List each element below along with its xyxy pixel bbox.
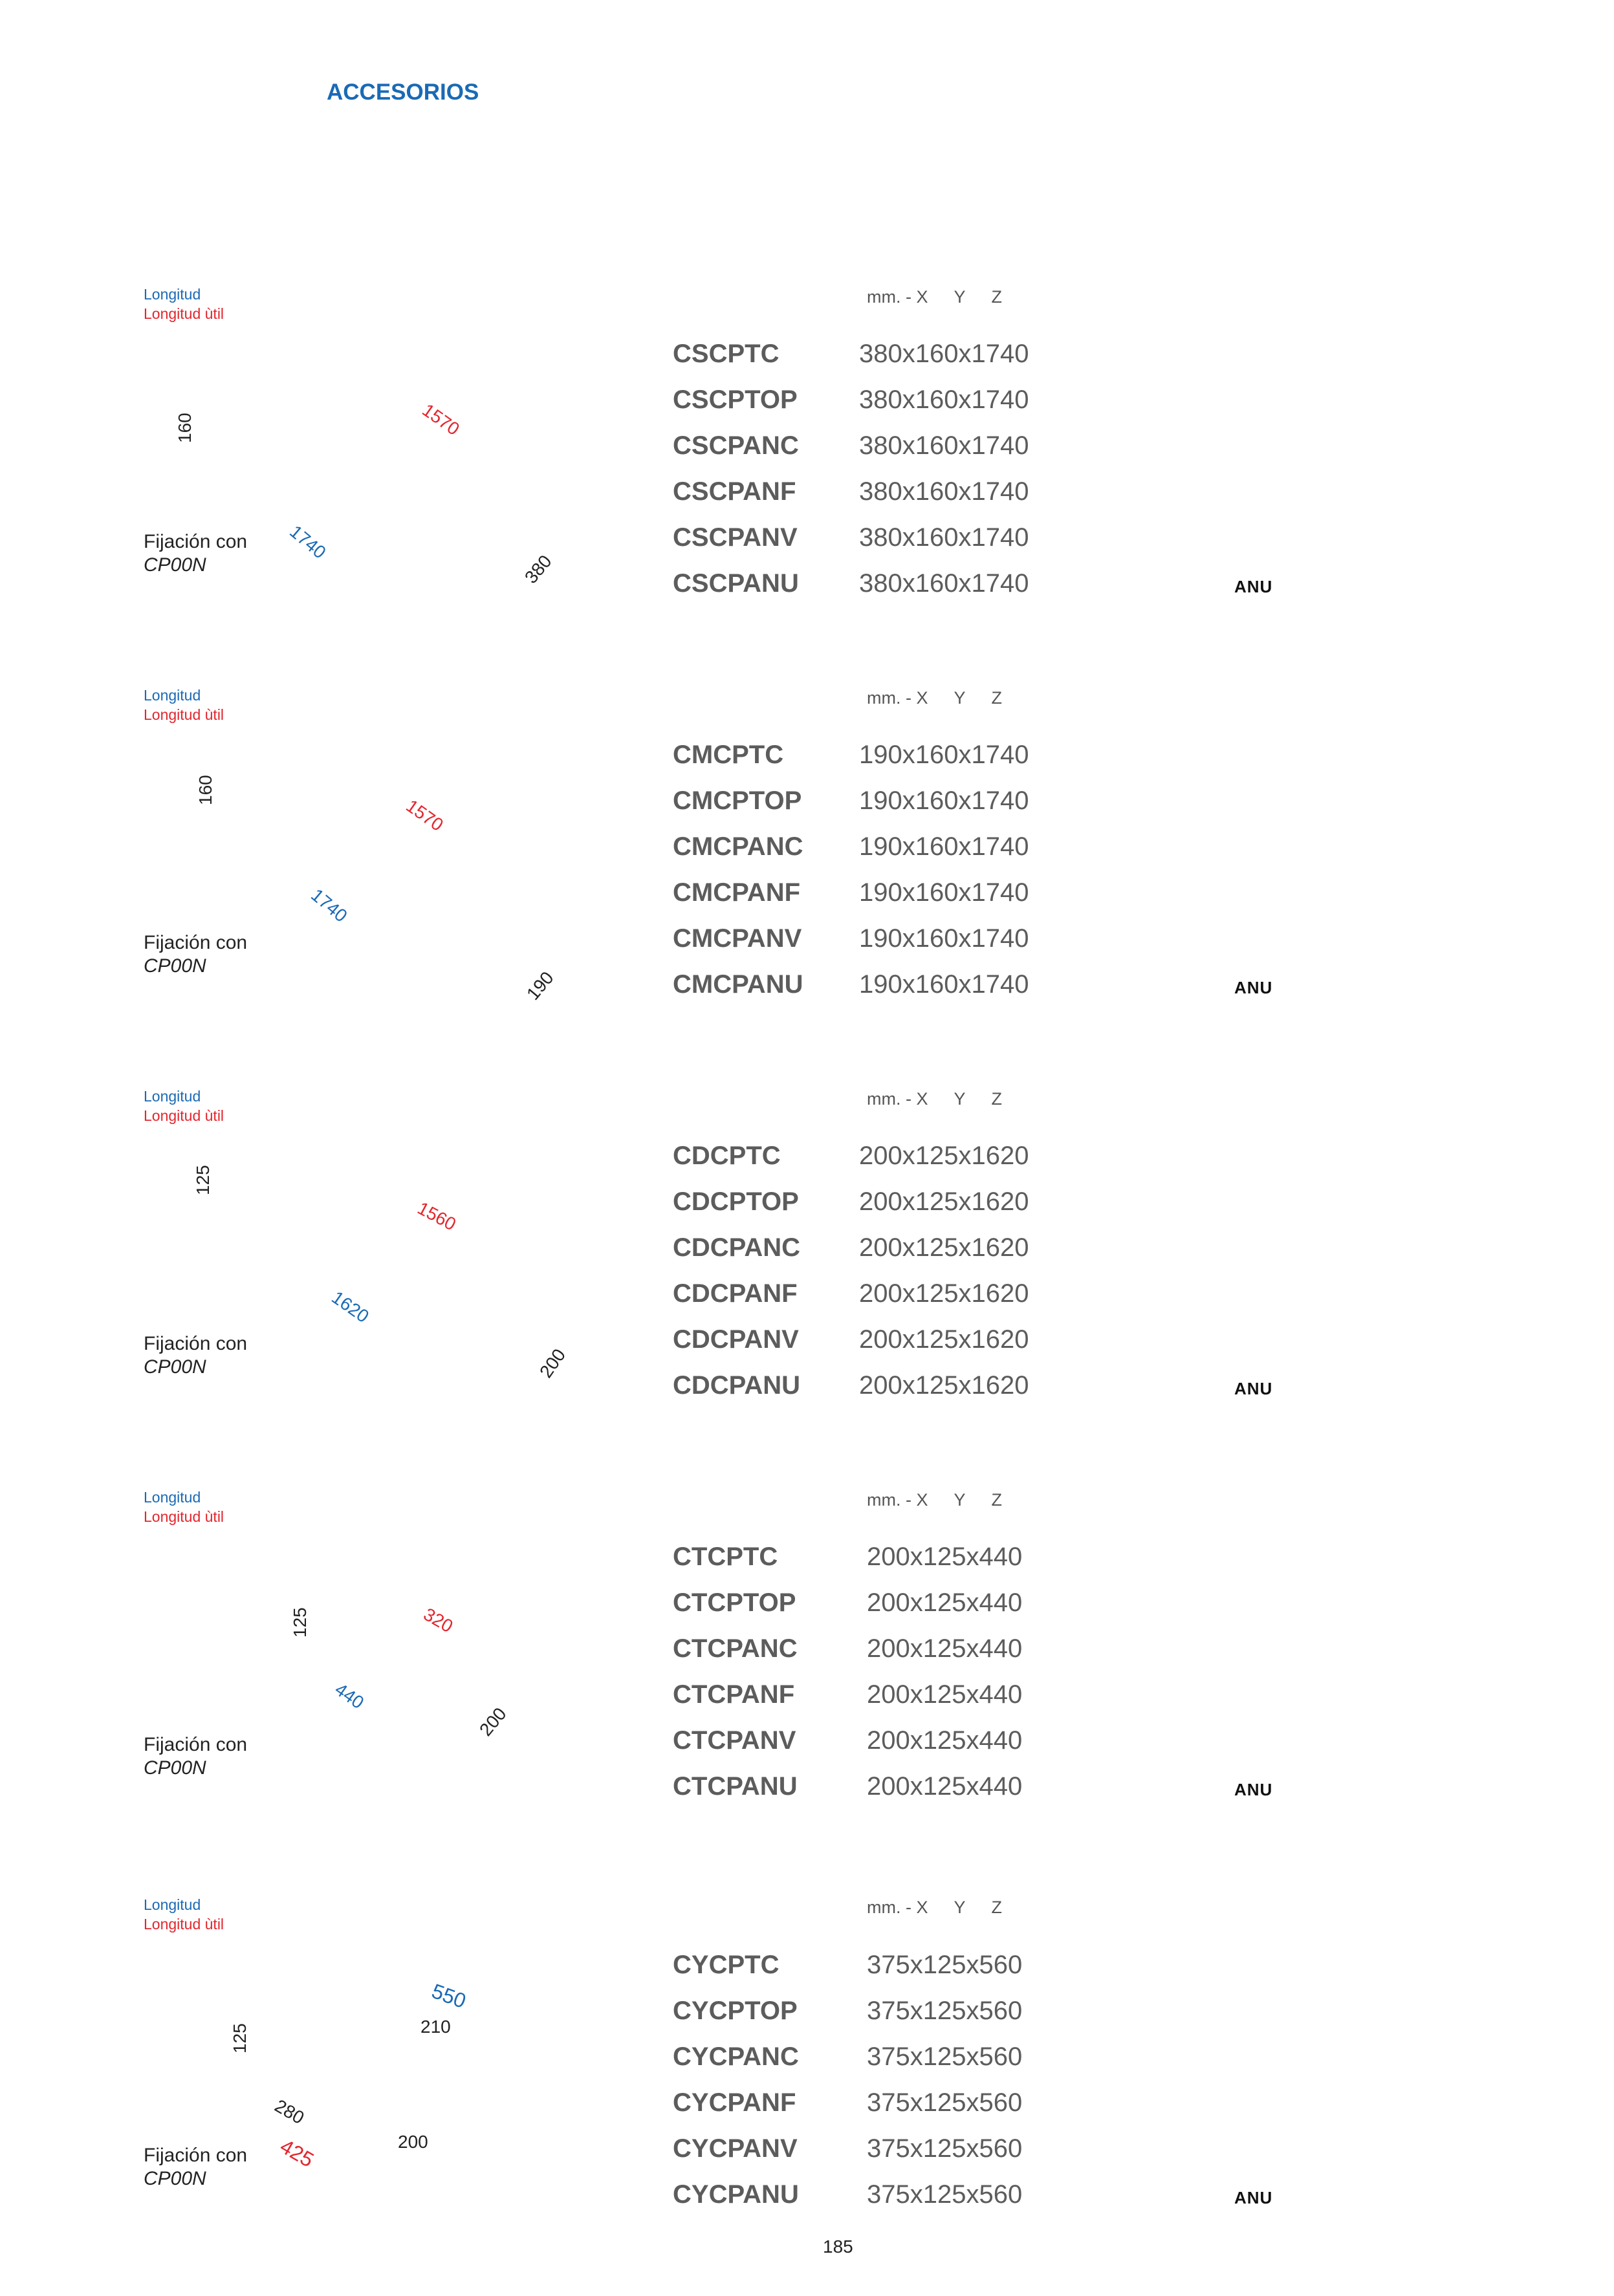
product-code: CYCPANU	[673, 2180, 799, 2209]
product-size: 200x125x1620	[859, 1371, 1029, 1400]
fixation-label: Fijación con	[144, 1333, 248, 1354]
product-section-cy	[0, 1895, 1614, 2296]
dim-width: 200	[475, 1704, 510, 1740]
product-row	[673, 1680, 1255, 1720]
legend-length: Longitud	[144, 1489, 201, 1506]
product-section-cm	[0, 686, 1614, 1087]
product-row	[673, 1634, 1255, 1674]
product-row	[673, 2180, 1255, 2220]
axis-y-label: Y	[954, 688, 966, 708]
axis-x-label: mm. - X	[867, 1898, 928, 1917]
product-row	[673, 924, 1255, 964]
product-size: 200x125x1620	[859, 1279, 1029, 1308]
legend-useful-length: Longitud ùtil	[144, 706, 224, 723]
axes-header	[867, 1089, 1002, 1109]
product-code: CMCPANC	[673, 832, 803, 861]
product-size: 190x160x1740	[859, 970, 1029, 999]
dim-inner-width: 210	[420, 2017, 451, 2037]
product-section-cd	[0, 1087, 1614, 1488]
axis-y-label: Y	[954, 1089, 966, 1109]
fixation-label: Fijación con	[144, 2145, 248, 2166]
legend-length: Longitud	[144, 1088, 201, 1105]
product-code: CTCPANF	[673, 1680, 795, 1709]
product-code: CTCPANU	[673, 1772, 798, 1801]
product-size: 200x125x1620	[859, 1142, 1029, 1170]
product-size: 190x160x1740	[859, 878, 1029, 907]
product-row	[673, 1726, 1255, 1766]
product-row	[673, 523, 1255, 563]
product-row	[673, 832, 1255, 872]
product-code: CMCPTOP	[673, 786, 802, 815]
dim-length: 440	[331, 1679, 368, 1713]
product-size: 190x160x1740	[859, 832, 1029, 861]
dim-width: 200	[536, 1345, 570, 1381]
legend-length: Longitud	[144, 687, 201, 704]
product-row	[673, 1233, 1255, 1273]
product-code: CTCPTC	[673, 1543, 778, 1571]
product-size: 380x160x1740	[859, 431, 1029, 460]
product-code: CSCPANV	[673, 523, 798, 552]
legend-length: Longitud	[144, 286, 201, 303]
fixation-part: CP00N	[144, 2168, 206, 2189]
dim-height: 160	[175, 413, 195, 443]
axis-y-label: Y	[954, 1490, 966, 1510]
product-size: 375x125x560	[867, 1997, 1023, 2025]
axis-z-label: Z	[991, 688, 1003, 708]
product-row	[673, 2134, 1255, 2174]
product-code: CDCPANC	[673, 1233, 801, 1262]
anu-badge: ANU	[1234, 2188, 1273, 2207]
product-size: 380x160x1740	[859, 340, 1029, 368]
product-size: 200x125x1620	[859, 1187, 1029, 1216]
product-row	[673, 2042, 1255, 2083]
product-row	[673, 786, 1255, 827]
anu-badge: ANU	[1234, 1780, 1273, 1799]
axis-x-label: mm. - X	[867, 1490, 928, 1510]
legend-useful-length: Longitud ùtil	[144, 1508, 224, 1525]
product-row	[673, 878, 1255, 918]
product-row	[673, 1951, 1255, 1991]
product-code: CYCPTOP	[673, 1997, 798, 2025]
axis-z-label: Z	[991, 1898, 1003, 1917]
fixation-part: CP00N	[144, 554, 206, 576]
product-code: CTCPTOP	[673, 1588, 796, 1617]
product-size: 200x125x1620	[859, 1233, 1029, 1262]
product-row	[673, 1279, 1255, 1319]
product-size: 380x160x1740	[859, 569, 1029, 598]
product-size: 200x125x440	[867, 1543, 1023, 1571]
dim-length: 1740	[286, 521, 330, 563]
product-code: CMCPANF	[673, 878, 801, 907]
product-size: 375x125x560	[867, 1951, 1023, 1979]
fixation-part: CP00N	[144, 1356, 206, 1378]
fixation-part: CP00N	[144, 1757, 206, 1779]
axis-z-label: Z	[991, 1089, 1003, 1109]
dim-useful-length: 425	[276, 2134, 318, 2172]
product-row	[673, 741, 1255, 781]
product-code: CDCPTOP	[673, 1187, 799, 1216]
product-code: CDCPANV	[673, 1325, 799, 1354]
product-row	[673, 431, 1255, 471]
product-row	[673, 385, 1255, 426]
dim-inner-length: 280	[271, 2096, 308, 2128]
fixation-label: Fijación con	[144, 531, 248, 552]
product-row	[673, 1187, 1255, 1228]
dim-width: 190	[523, 968, 558, 1004]
product-section-ct	[0, 1488, 1614, 1889]
product-size: 375x125x560	[867, 2180, 1023, 2209]
dim-length: 1620	[328, 1287, 373, 1327]
product-row	[673, 2088, 1255, 2128]
product-code: CSCPANC	[673, 431, 799, 460]
axis-y-label: Y	[954, 287, 966, 307]
product-row	[673, 1543, 1255, 1583]
product-size: 200x125x440	[867, 1680, 1023, 1709]
product-size: 200x125x440	[867, 1634, 1023, 1663]
axis-z-label: Z	[991, 1490, 1003, 1510]
product-size: 375x125x560	[867, 2134, 1023, 2163]
dim-useful-length: 1570	[402, 796, 448, 836]
dim-useful-length: 320	[420, 1604, 457, 1637]
axis-x-label: mm. - X	[867, 1089, 928, 1109]
page-title: ACCESORIOS	[327, 80, 479, 105]
product-code: CYCPANC	[673, 2042, 799, 2071]
fixation-label: Fijación con	[144, 1734, 248, 1755]
product-code: CSCPTC	[673, 340, 780, 368]
product-section-cs	[0, 285, 1614, 686]
page-number: 185	[823, 2236, 853, 2257]
product-code: CMCPANV	[673, 924, 802, 953]
product-code: CDCPANU	[673, 1371, 801, 1400]
fixation-label: Fijación con	[144, 932, 248, 953]
axis-y-label: Y	[954, 1898, 966, 1917]
product-row	[673, 1325, 1255, 1365]
product-size: 375x125x560	[867, 2042, 1023, 2071]
product-code: CYCPANV	[673, 2134, 798, 2163]
product-row	[673, 1772, 1255, 1812]
product-size: 200x125x440	[867, 1726, 1023, 1755]
product-code: CMCPTC	[673, 741, 784, 769]
product-row	[673, 477, 1255, 517]
dim-width: 200	[398, 2132, 428, 2152]
product-size: 380x160x1740	[859, 523, 1029, 552]
product-code: CYCPTC	[673, 1951, 780, 1979]
product-row	[673, 1997, 1255, 2037]
axis-x-label: mm. - X	[867, 287, 928, 307]
product-size: 375x125x560	[867, 2088, 1023, 2117]
product-row	[673, 340, 1255, 380]
product-row	[673, 1588, 1255, 1629]
dim-height: 125	[290, 1607, 310, 1638]
dim-width: 380	[521, 551, 556, 587]
dim-length: 550	[428, 1979, 470, 2013]
dim-length: 1740	[307, 885, 351, 926]
dim-useful-length: 1570	[419, 400, 464, 440]
product-size: 190x160x1740	[859, 741, 1029, 769]
product-size: 200x125x440	[867, 1588, 1023, 1617]
dim-useful-length: 1560	[414, 1198, 460, 1235]
dim-height: 125	[230, 2023, 250, 2053]
product-code: CSCPANF	[673, 477, 796, 506]
product-size: 380x160x1740	[859, 385, 1029, 414]
legend-useful-length: Longitud ùtil	[144, 1916, 224, 1933]
product-size: 190x160x1740	[859, 924, 1029, 953]
legend-length: Longitud	[144, 1896, 201, 1913]
product-row	[673, 970, 1255, 1010]
axes-header	[867, 688, 1002, 708]
product-code: CYCPANF	[673, 2088, 796, 2117]
product-code: CDCPANF	[673, 1279, 798, 1308]
product-row	[673, 569, 1255, 609]
dim-height: 160	[195, 775, 215, 805]
legend-useful-length: Longitud ùtil	[144, 1107, 224, 1124]
product-row	[673, 1142, 1255, 1182]
axis-z-label: Z	[991, 287, 1003, 307]
dim-height: 125	[193, 1165, 213, 1195]
anu-badge: ANU	[1234, 577, 1273, 596]
product-size: 190x160x1740	[859, 786, 1029, 815]
product-code: CSCPANU	[673, 569, 799, 598]
product-size: 200x125x1620	[859, 1325, 1029, 1354]
fixation-part: CP00N	[144, 955, 206, 977]
legend-useful-length: Longitud ùtil	[144, 305, 224, 322]
product-code: CTCPANV	[673, 1726, 796, 1755]
product-code: CMCPANU	[673, 970, 803, 999]
axes-header	[867, 287, 1002, 307]
axes-header	[867, 1490, 1002, 1510]
product-size: 200x125x440	[867, 1772, 1023, 1801]
product-code: CTCPANC	[673, 1634, 798, 1663]
product-code: CDCPTC	[673, 1142, 781, 1170]
product-row	[673, 1371, 1255, 1411]
anu-badge: ANU	[1234, 1379, 1273, 1398]
anu-badge: ANU	[1234, 978, 1273, 997]
product-code: CSCPTOP	[673, 385, 798, 414]
axis-x-label: mm. - X	[867, 688, 928, 708]
product-size: 380x160x1740	[859, 477, 1029, 506]
axes-header	[867, 1898, 1002, 1918]
